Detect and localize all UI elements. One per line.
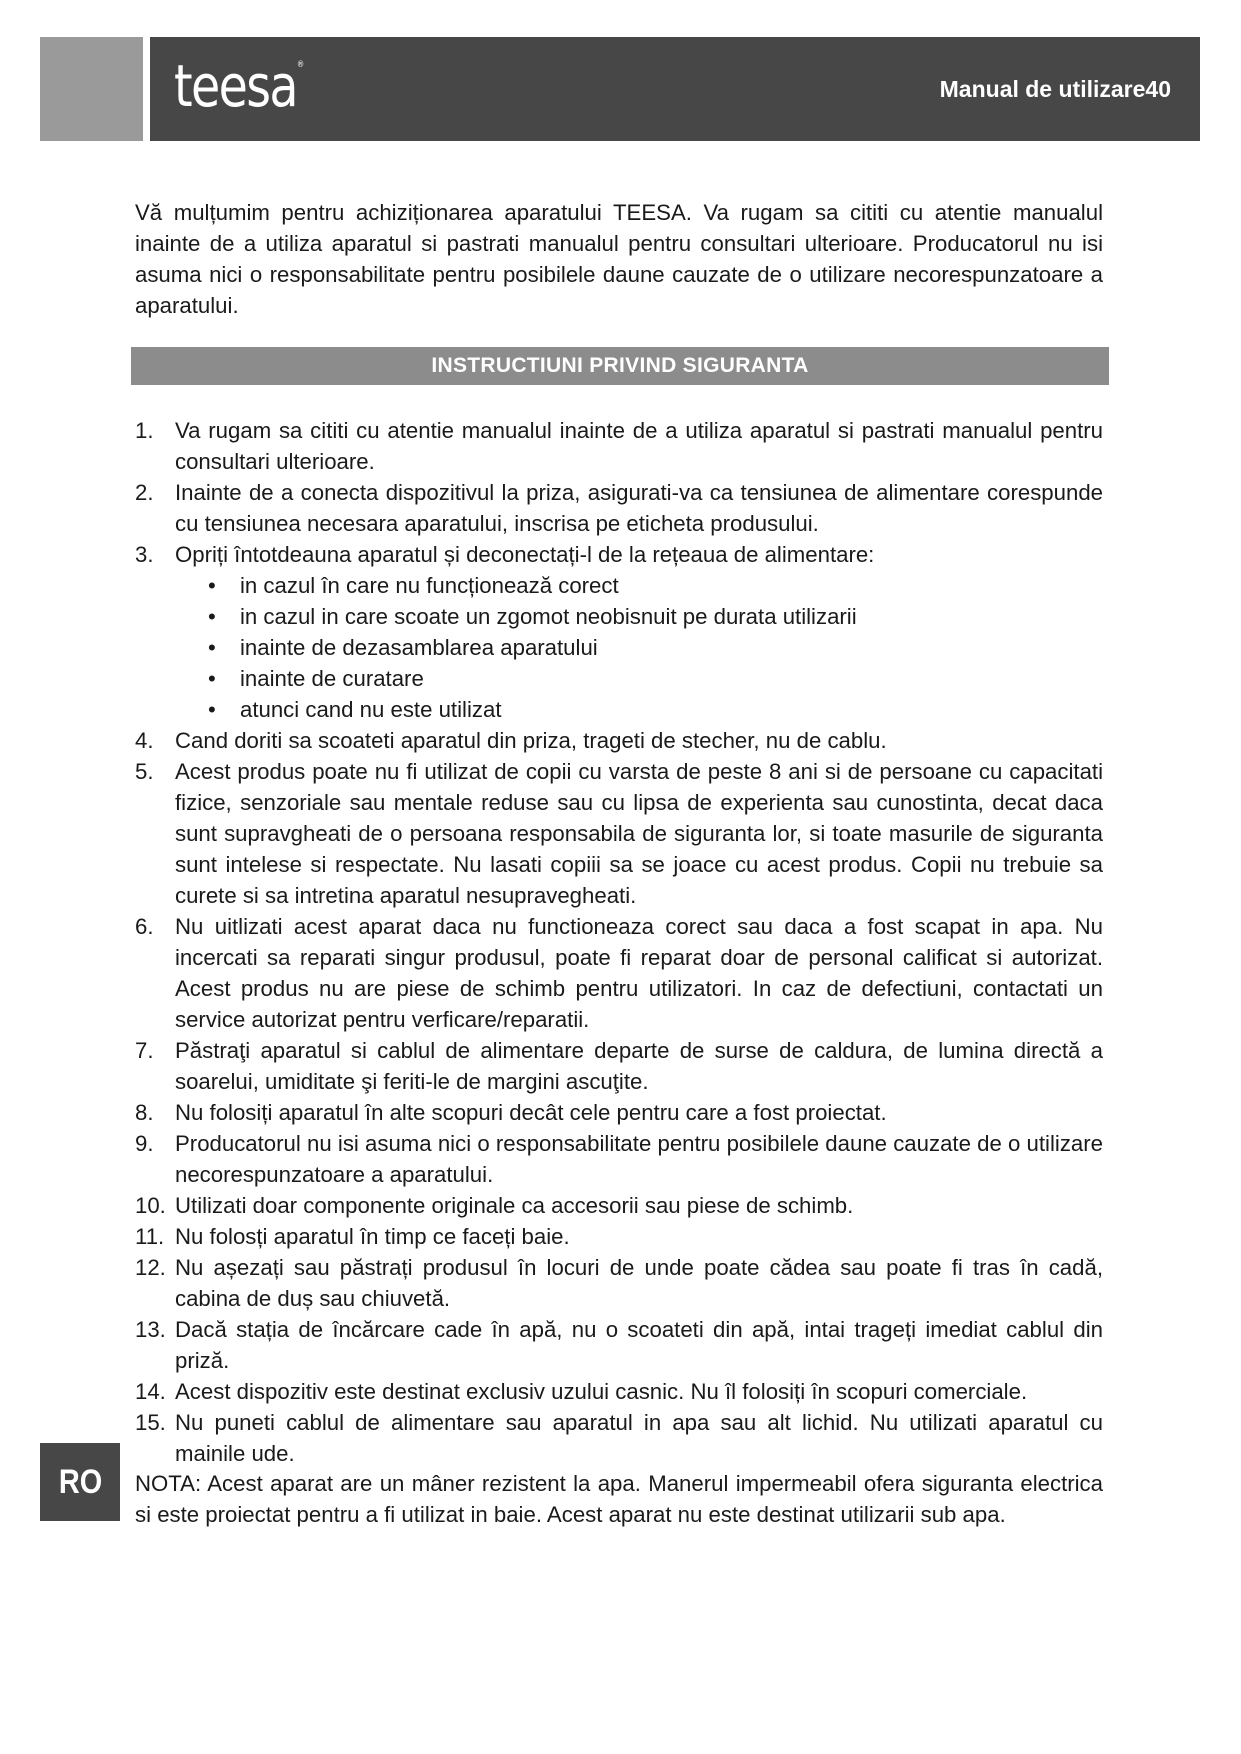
sub-list-item: • inainte de curatare bbox=[200, 663, 1103, 694]
item-text: Producatorul nu isi asuma nici o responsabilitate pentru posibilele daune cauzate de o utilizare necorespunzatoare a aparatului. bbox=[175, 1131, 1103, 1187]
safety-instructions-list bbox=[135, 415, 1103, 1469]
item-text: Nu folosiți aparatul în alte scopuri decât cele pentru care a fost proiectat. bbox=[175, 1100, 887, 1125]
language-tab bbox=[40, 1443, 120, 1521]
list-item bbox=[135, 756, 1103, 911]
section-heading-band bbox=[131, 347, 1109, 385]
list-item bbox=[135, 1128, 1103, 1190]
item-text: Va rugam sa cititi cu atentie manualul inainte de a utiliza aparatul si pastrati manualul pentru consultari ulterioare. bbox=[175, 418, 1103, 474]
manual-title: Manual de utilizare40 bbox=[939, 76, 1171, 102]
sub-list bbox=[200, 570, 1103, 725]
item-number: 14. bbox=[135, 1379, 166, 1404]
list-item bbox=[135, 1407, 1103, 1469]
item-number: 12. bbox=[135, 1255, 166, 1280]
list-item bbox=[135, 415, 1103, 477]
logo-text: teesa bbox=[174, 52, 297, 120]
list-item bbox=[135, 1190, 1103, 1221]
item-text: Dacă stația de încărcare cade în apă, nu o scoateti din apă, intai trageți imediat cablul din priză. bbox=[175, 1317, 1103, 1373]
item-number: 9. bbox=[135, 1131, 154, 1156]
item-text: Cand doriti sa scoateti aparatul din priza, trageti de stecher, nu de cablu. bbox=[175, 728, 887, 753]
item-text: Acest produs poate nu fi utilizat de copii cu varsta de peste 8 ani si de persoane cu capacitati fizice, senzoriale sau mentale reduse sau cu lipsa de experienta sau cunostinta, decat daca sunt supravgheati de o persoana responsabila de siguranta lor, si toate masurile de siguranta sunt intelese si respectate. Nu lasati copiii sa se joace cu acest produs. Copii nu trebuie sa curete si sa intretina aparatul nesupravegheati. bbox=[175, 759, 1103, 908]
header-divider bbox=[143, 37, 150, 141]
item-number: 6. bbox=[135, 914, 154, 939]
list-item bbox=[135, 1097, 1103, 1128]
list-item bbox=[135, 1314, 1103, 1376]
item-text: Inainte de a conecta dispozitivul la priza, asigurati-va ca tensiunea de alimentare corespunde cu tensiunea necesara aparatului, inscrisa pe eticheta produsului. bbox=[175, 480, 1103, 536]
item-number: 4. bbox=[135, 728, 154, 753]
item-text: Acest dispozitiv este destinat exclusiv uzului casnic. Nu îl folosiți în scopuri comerciale. bbox=[175, 1379, 1028, 1404]
item-number: 8. bbox=[135, 1100, 154, 1125]
language-code: RO bbox=[58, 1462, 102, 1501]
list-item bbox=[135, 1035, 1103, 1097]
header-grey-block bbox=[40, 37, 143, 141]
sub-list-item: • atunci cand nu este utilizat bbox=[200, 694, 1103, 725]
sub-list-item: • in cazul in care scoate un zgomot neobisnuit pe durata utilizarii bbox=[200, 601, 1103, 632]
item-number: 2. bbox=[135, 480, 154, 505]
item-number: 13. bbox=[135, 1317, 166, 1342]
list-item bbox=[135, 1376, 1103, 1407]
sub-list-item: • in cazul în care nu funcționează corect bbox=[200, 570, 1103, 601]
list-item bbox=[135, 1221, 1103, 1252]
teesa-logo bbox=[174, 52, 304, 120]
registered-mark: ® bbox=[296, 60, 305, 70]
item-text: Opriți întotdeauna aparatul și deconectați-l de la rețeaua de alimentare: bbox=[175, 542, 875, 567]
item-text: Utilizati doar componente originale ca accesorii sau piese de schimb. bbox=[175, 1193, 854, 1218]
item-number: 3. bbox=[135, 542, 154, 567]
item-number: 15. bbox=[135, 1410, 166, 1435]
item-number: 7. bbox=[135, 1038, 154, 1063]
item-text: Păstraţi aparatul si cablul de alimentare departe de surse de caldura, de lumina directă a soarelui, umiditate şi feriti-le de margini ascuţite. bbox=[175, 1038, 1103, 1094]
list-item bbox=[135, 477, 1103, 539]
intro-paragraph: Vă mulțumim pentru achiziționarea aparatului TEESA. Va rugam sa cititi cu atentie manualul inainte de a utiliza aparatul si pastrati manualul pentru consultari ulterioare. Producatorul nu isi asuma nici o responsabilitate pentru posibilele daune cauzate de o utilizare necorespunzatoare a aparatului. bbox=[135, 200, 1103, 318]
item-number: 10. bbox=[135, 1193, 166, 1218]
item-number: 11. bbox=[135, 1224, 165, 1249]
sub-list-item: • inainte de dezasamblarea aparatului bbox=[200, 632, 1103, 663]
note-paragraph: NOTA: Acest aparat are un mâner rezistent la apa. Manerul impermeabil ofera siguranta electrica si este proiectat pentru a fi utilizat in baie. Acest aparat nu este destinat utilizarii sub apa. bbox=[135, 1471, 1103, 1527]
list-item bbox=[135, 911, 1103, 1035]
item-number: 5. bbox=[135, 759, 154, 784]
list-item bbox=[135, 1252, 1103, 1314]
list-item bbox=[135, 725, 1103, 756]
item-number: 1. bbox=[135, 418, 154, 443]
list-item bbox=[135, 539, 1103, 725]
section-title: INSTRUCTIUNI PRIVIND SIGURANTA bbox=[431, 354, 809, 377]
item-text: Nu folosți aparatul în timp ce faceți baie. bbox=[175, 1224, 570, 1249]
item-text: Nu puneti cablul de alimentare sau aparatul in apa sau alt lichid. Nu utilizati aparatul cu mainile ude. bbox=[175, 1410, 1103, 1466]
item-text: Nu așezați sau păstrați produsul în locuri de unde poate cădea sau poate fi tras în cadă, cabina de duș sau chiuvetă. bbox=[175, 1255, 1103, 1311]
item-text: Nu uitlizati acest aparat daca nu functioneaza corect sau daca a fost scapat in apa. Nu incercati sa reparati singur produsul, poate fi reparat doar de personal calificat si autorizat. Acest produs nu are piese de schimb pentru utilizatori. In caz de defectiuni, contactati un service autorizat pentru verficare/reparatii. bbox=[175, 914, 1103, 1032]
